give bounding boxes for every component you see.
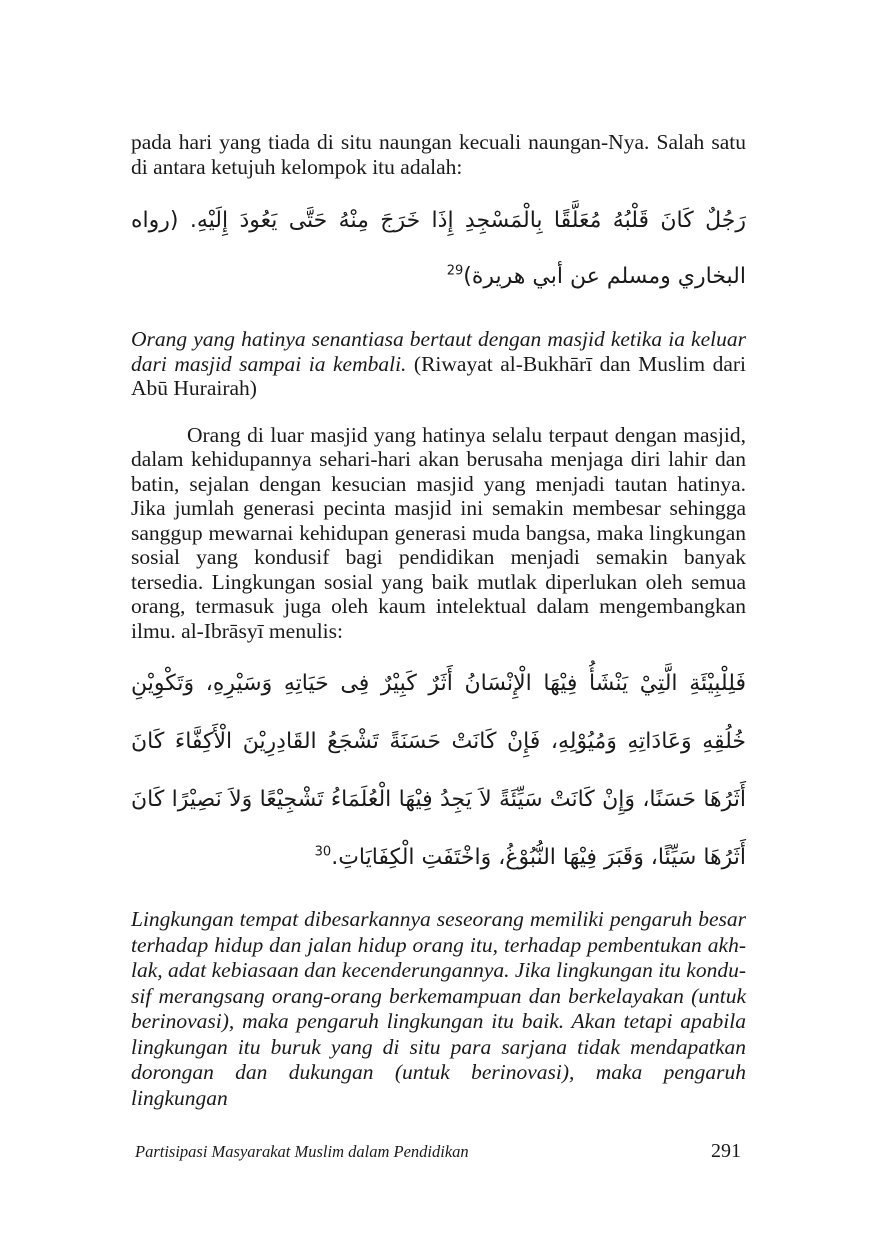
hadith-translation-italic: Orang yang hatinya senantiasa bertaut dengan masjid ketika ia keluar dari masjid sampai ia kembali. bbox=[131, 327, 746, 376]
paragraph-main: Orang di luar masjid yang hatinya selalu terpaut dengan masjid, dalam kehidupannya sehari-hari akan berusaha menjaga diri lahir dan batin, sejalan dengan kesucian masjid yang menjadi tautan hatinya. Jika jumlah generasi pecinta masjid ini semakin membesar sehingga sanggup mewarnai kehidupan generasi muda bangsa, maka lingkungan sosial yang kondusif bagi pendidikan menjadi semakin banyak tersedia. Lingkungan sosial yang baik mutlak diperlukan oleh semua orang, termasuk juga oleh kaum intelektual dalam mengembangkan ilmu. al-Ibrāsyī menulis: bbox=[131, 422, 746, 643]
page-footer bbox=[131, 1140, 741, 1170]
arabic-quote bbox=[131, 655, 746, 887]
page-body bbox=[131, 130, 746, 1111]
quote-translation: Lingkungan tempat dibesarkannya seseorang memiliki pengaruh besar terhadap hidup dan jalan hidup orang itu, terhadap pembentukan akh-lak, adat kebiasaan dan kecenderungannya. Jika lingkungan itu kondu-sif merangsang orang-orang berkemampuan dan berkelayakan (untuk berinovasi), maka pengaruh lingkungan itu baik. Akan tetapi apabila lingkungan itu buruk yang di situ para sarjana tidak mendapatkan dorongan dan dukungan (untuk berinovasi), maka pengaruh lingkungan bbox=[131, 907, 746, 1110]
hadith-translation bbox=[131, 327, 746, 401]
page-number: 291 bbox=[711, 1140, 741, 1162]
arabic-hadith-text: رَجُلٌ كَانَ قَلْبُهُ مُعَلَّقًا بِالْمَسْجِدِ إِذَا خَرَجَ مِنْهُ حَتَّى يَعُودَ إِلَيْهِ. (رواه البخاري ومسلم عن أبي هريرة) bbox=[131, 208, 746, 289]
arabic-hadith bbox=[131, 193, 746, 305]
hadith-reference: (Riwayat al-Bukhārī dan Muslim dari Abū Hurairah) bbox=[131, 351, 746, 400]
running-title: Partisipasi Masyarakat Muslim dalam Pendidikan bbox=[135, 1142, 469, 1161]
footnote-ref-30: 30 bbox=[314, 844, 332, 860]
footnote-ref-29: 29 bbox=[446, 263, 464, 279]
paragraph-intro: pada hari yang tiada di situ naungan kecuali naungan-Nya. Salah satu di antara ketujuh kelompok itu adalah: bbox=[131, 130, 746, 179]
arabic-quote-text: فَلِلْبِيْئَةِ الَّتِيْ يَنْشَأُ فِيْهَا الْإِنْسَانُ أَثَرٌ كَبِيْرٌ فِى حَيَاتِهِ وَسَيْرِهِ، وَتَكْوِيْنِ خُلُقِهِ وَعَادَاتِهِ وَمُيُوْلِهِ، فَإِنْ كَانَتْ حَسَنَةً تَشْجَعُ القَادِرِيْنَ الْأَكِفَّاءَ كَانَ أَثَرُهَا حَسَنًا، وَإِنْ كَانَتْ سَيِّئَةً لاَ يَجِدُ فِيْهَا الْعُلَمَاءُ تَشْجِيْعًا وَلاَ نَصِيْرًا كَانَ أَثَرُهَا سَيِّئًا، وَقَبَرَ فِيْهَا النُّبُوْغُ، وَاخْتَفَتِ الْكِفَايَاتِ. bbox=[131, 671, 746, 870]
